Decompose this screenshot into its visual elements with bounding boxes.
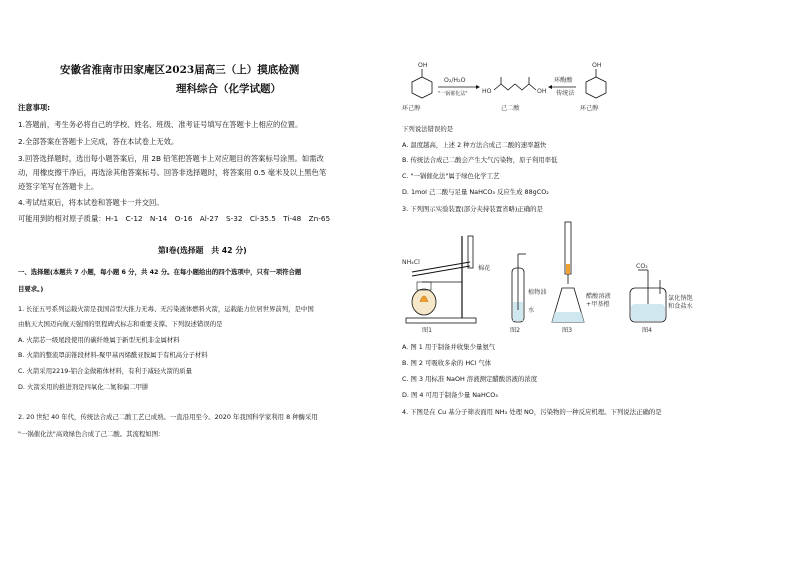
part1-intro: 一、选择题(本题共 7 小题，每小题 6 分，共 42 分。在每小题给出的四个选项中，只有一项符合题 [18,268,302,276]
arrow1-top: O₂/H₂O [444,77,466,84]
q3-option-a: A. 图 1 用于制备并收集少量氨气 [402,343,496,351]
reaction-scheme [398,60,578,120]
ho-label: HO [482,88,492,95]
q2-option-b: B. 传统法合成己二酸会产生大气污染物，原子利用率低 [402,156,558,164]
note-item: 2.全部答案在答题卡上完成，答在本试卷上无效。 [18,137,179,146]
fig2-label: 图2 [510,327,521,334]
q2-stem: 2. 20 世纪 40 年代，传统法合成己二酸工艺已成熟。一直沿用至今。2020 年我国科学家利用 8 种酶采用 [18,413,318,421]
cyclohexanol-structure-left [412,69,432,98]
arrow2-bottom: 传统法 [556,90,575,97]
arrow2-top: 环酶酸 [554,77,573,84]
svg-text:OH: OH [592,62,602,69]
q2-stem: "一锅催化法"高效绿色合成了己二酸。其流程如图： [18,430,165,438]
q4-stem: 4. 下图是在 Cu 基分子筛表面用 NH₃ 处理 NO，污染物的一种反应机理。下列说法正确的是 [402,408,662,416]
note-item: 1.答题前，考生务必将自己的学校、姓名、班级、准考证号填写在答题卡上相应的位置。 [18,120,303,129]
q1-option-a: A. 火箭芯一级尾段使用的碳纤维属于新型无机非金属材料 [18,336,180,344]
q1-option-c: C. 火箭采用2219-铝合金做箱体材料，有利于减轻火箭的质量 [18,367,193,375]
nh4cl-label: NH₄Cl [402,259,420,266]
q2-option-c: C. "一锅催化法"属于绿色化学工艺 [402,172,500,180]
cyclohexanol-structure-right [580,60,620,120]
fig4-label: 图4 [642,327,653,334]
water-label: 水 [528,307,535,314]
exam-subtitle: 理科综合（化学试题） [176,83,281,95]
note-item: 迹签字笔写在答题卡上。 [18,182,99,191]
right-compound-label: 环己醇 [580,105,599,112]
note-item: 3.回答选择题时，选出每小题答案后，用 2B 铅笔把答题卡上对应题目的答案标号涂黑。如需改 [18,154,324,163]
q2-option-a: A. 温度越高，上述 2 种方法合成己二酸的速率越快 [402,141,547,149]
q1-option-d: D. 火箭采用的推进剂是四氧化二氮和偏二甲肼 [18,383,149,391]
oh-right-label: OH [537,88,547,95]
atomic-masses: 可能用到的相对原子质量：H-1 C-12 N-14 O-16 Al-27 S-32 Cl-35.5 Ti-48 Zn-65 [18,214,331,223]
mid-compound-label: 己二酸 [501,105,520,112]
q3-option-d: D. 图 4 可用于制备少量 NaHCO₃ [402,391,498,399]
q3-stem: 3. 下列图示实验装置(部分夹持装置省略)正确的是 [402,205,543,213]
note-item: 4.考试结束后，将本试卷和答题卡一并交回。 [18,198,164,207]
right-column [398,0,780,562]
exam-title: 安徽省淮南市田家庵区2023届高三（上）摸底检测 [60,64,300,76]
part1-intro: 目要求。) [18,285,44,293]
q2-option-d: D. 1mol 己二酸与足量 NaHCO₃ 反应生成 88gCO₂ [402,188,549,196]
salt-label: 和食盐水 [668,303,693,310]
q3-option-b: B. 图 2 可吸收多余的 HCl 气体 [402,359,492,367]
q1-option-b: B. 火箭的整流罩前锥段材料-聚甲基丙烯酰亚胺属于有机高分子材料 [18,351,208,359]
indicator-label: +甲基橙 [586,301,610,308]
figure-3-apparatus [558,222,626,334]
oil-label: 植物油 [528,289,547,296]
fig3-label: 图3 [562,327,573,334]
acid-label: 醋酸溶液 [586,293,611,300]
cotton-label: 棉花 [478,265,491,272]
q1-stem: 1. 长征五号系列运载火箭是我国首型大推力无毒、无污染液体燃料火箭，运载能力位居世界前列，是中国 [18,305,314,313]
adipic-acid-structure [494,77,536,90]
co2-label: CO₂ [636,263,648,270]
figure-2-apparatus [506,250,556,334]
part1-heading: 第Ⅰ卷(选择题 共 42 分) [158,246,247,255]
fig1-label: 图1 [422,327,433,334]
q3-option-c: C. 图 3 用标准 NaOH 溶液测定醋酸溶液的浓度 [402,375,538,383]
arrow1-bottom: "一锅催化法" [438,91,468,97]
q2-question: 下列说法错误的是 [402,125,454,133]
left-compound-label: 环己醇 [402,105,421,112]
note-item: 动，用橡皮擦干净后，再选涂其他答案标号。回答非选择题时，将答案用 0.5 毫米及以上黑色笔 [18,168,327,177]
oh-label: OH [418,62,428,69]
notes-heading: 注意事项: [18,103,51,112]
figure-1-apparatus [402,222,502,334]
salt-label: 氯化钠饱 [668,295,693,302]
figure-4-apparatus [624,263,700,334]
q1-stem: 由航天大国迈向航天强国的里程碑式标志和重要支撑。下列叙述错误的是 [18,320,223,328]
left-column [18,0,390,562]
